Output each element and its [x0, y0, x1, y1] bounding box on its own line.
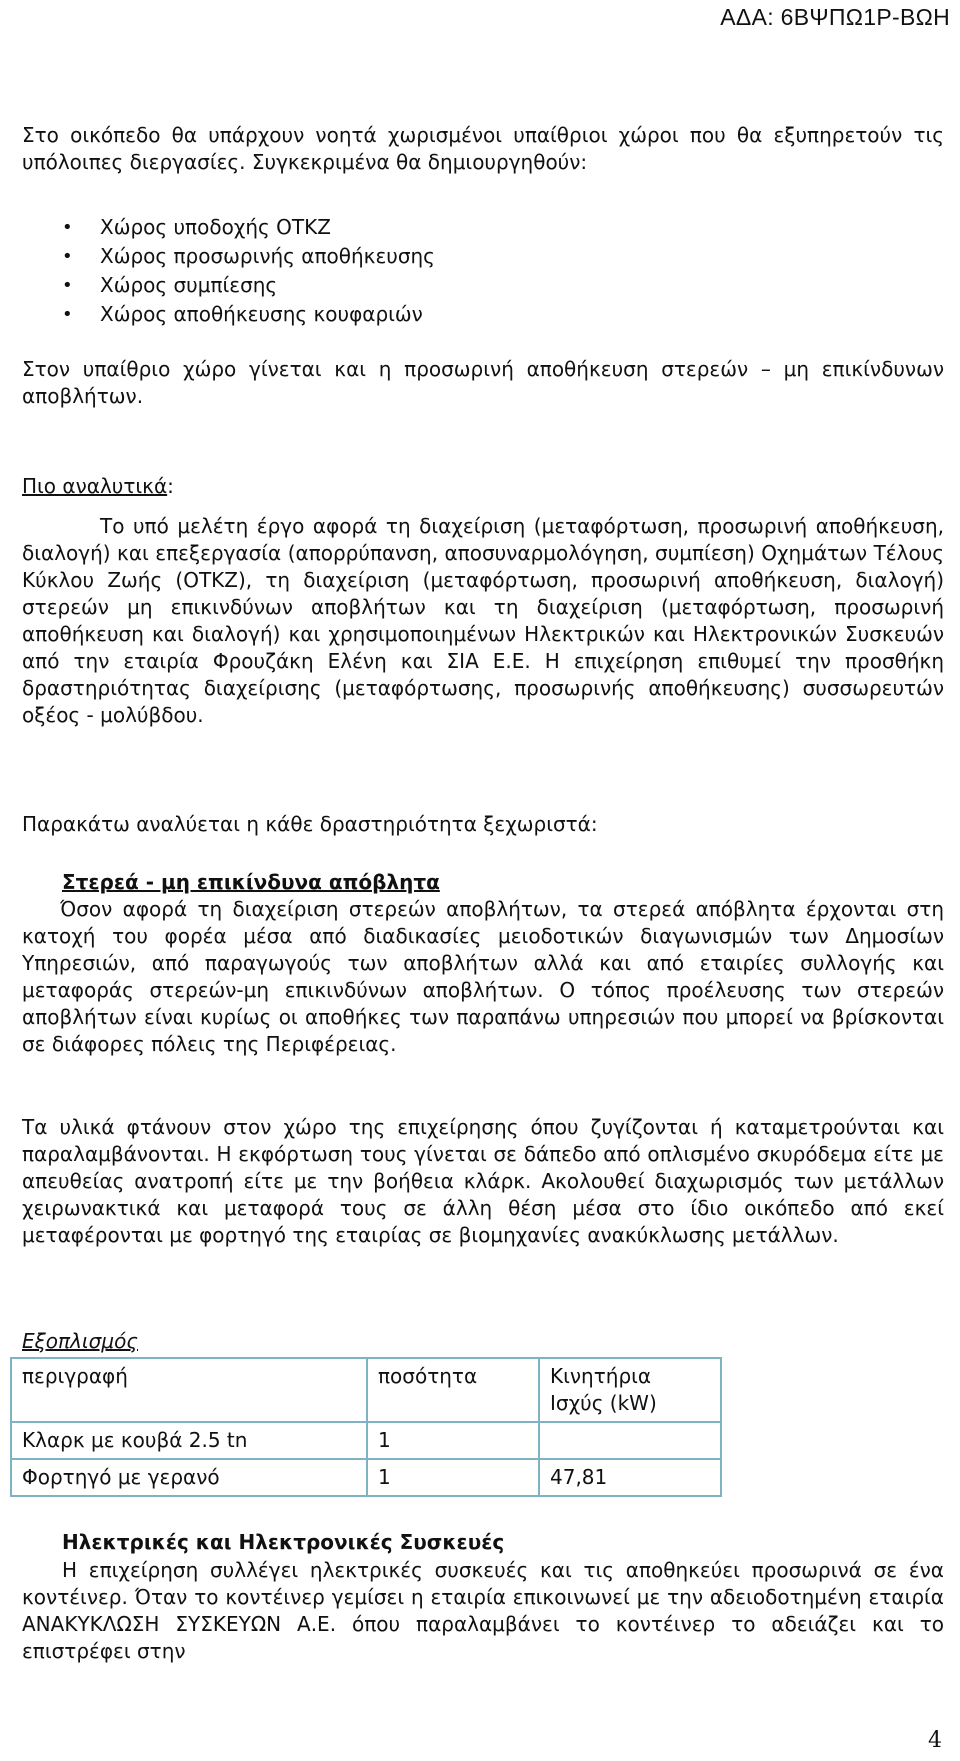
activities-line: Παρακάτω αναλύεται η κάθε δραστηριότητα ξεχωριστά: — [22, 812, 598, 836]
details-heading-line — [22, 473, 944, 500]
page-number: 4 — [928, 1728, 942, 1753]
equipment-heading: Εξοπλισμός — [22, 1329, 139, 1353]
details-heading: Πιο αναλυτικά — [22, 474, 168, 498]
list-item: • Χώρος συμπίεσης — [22, 271, 435, 300]
outdoor-note: Στον υπαίθριο χώρο γίνεται και η προσωρινή αποθήκευση στερεών – μη επικίνδυνων αποβλήτων. — [22, 357, 944, 408]
table-header-cell: ποσότητα — [367, 1358, 539, 1422]
electrical-heading: Ηλεκτρικές και Ηλεκτρονικές Συσκευές — [62, 1530, 505, 1554]
list-item: • Χώρος υποδοχής ΟΤΚΖ — [22, 213, 435, 242]
details-heading-colon: : — [167, 474, 174, 498]
table-cell: 1 — [367, 1459, 539, 1496]
intro-paragraph: Στο οικόπεδο θα υπάρχουν νοητά χωρισμένοι υπαίθριοι χώροι που θα εξυπηρετούν τις υπόλοιπες διεργασίες. Συγκεκριμένα θα δημιουργηθούν: — [22, 123, 944, 174]
solid-waste-paragraph-1: Όσον αφορά τη διαχείριση στερεών αποβλήτων, τα στερεά απόβλητα έρχονται στη κατοχή του φορέα μέσα από διαδικασίες μειοδοτικών διαγωνισμών των Δημοσίων Υπηρεσιών, από παραγωγούς των αποβλήτων αλλά και από εταιρίες συλλογής και μεταφοράς στερεών-μη επικινδύνων αποβλήτων. Ο τόπος προέλευσης των στερεών αποβλήτων είναι κυρίως οι αποθήκες των παραπάνω υπηρεσιών που μπορεί να βρίσκονται σε διάφορες πόλεις της Περιφέρειας. — [22, 897, 944, 1056]
table-header-row — [11, 1358, 721, 1422]
solid-waste-heading: Στερεά - μη επικίνδυνα απόβλητα — [62, 870, 440, 894]
electrical-paragraph: Η επιχείρηση συλλέγει ηλεκτρικές συσκευές και τις αποθηκεύει προσωρινά σε ένα κοντέινερ. Όταν το κοντέινερ γεμίσει η εταιρία επικοινωνεί με την αδειοδοτημένη εταιρία ΑΝΑΚΥΚΛΩΣΗ ΣΥΣΚΕΥΩΝ Α.Ε. όπου παραλαμβάνει το κοντέινερ το αδειάζει και το επιστρέφει στην — [22, 1558, 944, 1663]
table-row — [11, 1422, 721, 1459]
ada-code: ΑΔΑ: 6ΒΨΠΩ1Ρ-ΒΩΗ — [720, 4, 950, 30]
equipment-table — [10, 1357, 722, 1497]
areas-list — [22, 213, 435, 329]
table-cell: Κλαρκ με κουβά 2.5 tn — [11, 1422, 367, 1459]
list-item: • Χώρος προσωρινής αποθήκευσης — [22, 242, 435, 271]
details-paragraph: Το υπό μελέτη έργο αφορά τη διαχείριση (μεταφόρτωση, προσωρινή αποθήκευση, διαλογή) και επεξεργασία (απορρύπανση, αποσυναρμολόγηση, συμπίεση) Οχημάτων Τέλους Κύκλου Ζωής (ΟΤΚΖ), τη διαχείριση (μεταφόρτωση, προσωρινή αποθήκευση, διαλογή) στερεών μη επικινδύνων αποβλήτων και τη διαχείριση (μεταφόρτωση, προσωρινή αποθήκευση και διαλογή) και χρησιμοποιημένων Ηλεκτρικών και Ηλεκτρονικών Συσκευών από την εταιρία Φρουζάκη Ελένη και ΣΙΑ Ε.Ε. Η επιχείρηση επιθυμεί την προσθήκη δραστηριότητας διαχείρισης (μεταφόρτωσης, προσωρινής αποθήκευσης) συσσωρευτών οξέος - μολύβδου. — [22, 514, 944, 727]
table-cell: Φορτηγό με γερανό — [11, 1459, 367, 1496]
table-row — [11, 1459, 721, 1496]
table-header-cell: Κινητήρια Ισχύς (kW) — [539, 1358, 721, 1422]
solid-waste-paragraph-2: Τα υλικά φτάνουν στον χώρο της επιχείρησης όπου ζυγίζονται ή καταμετρούνται και παραλαμβάνονται. Η εκφόρτωση τους γίνεται σε δάπεδο από οπλισμένο σκυρόδεμα είτε με απευθείας ανατροπή είτε με την βοήθεια κλάρκ. Ακολουθεί διαχωρισμός των μετάλλων χειρωνακτικά και μεταφορά τους σε άλλη θέση μέσα στο ίδιο οικόπεδο από εκεί μεταφέρονται με φορτηγό της εταιρίας σε βιομηχανίες ανακύκλωσης μετάλλων. — [22, 1115, 944, 1247]
list-item: • Χώρος αποθήκευσης κουφαριών — [22, 300, 435, 329]
table-header-cell: περιγραφή — [11, 1358, 367, 1422]
table-cell — [539, 1422, 721, 1459]
table-cell: 47,81 — [539, 1459, 721, 1496]
table-cell: 1 — [367, 1422, 539, 1459]
